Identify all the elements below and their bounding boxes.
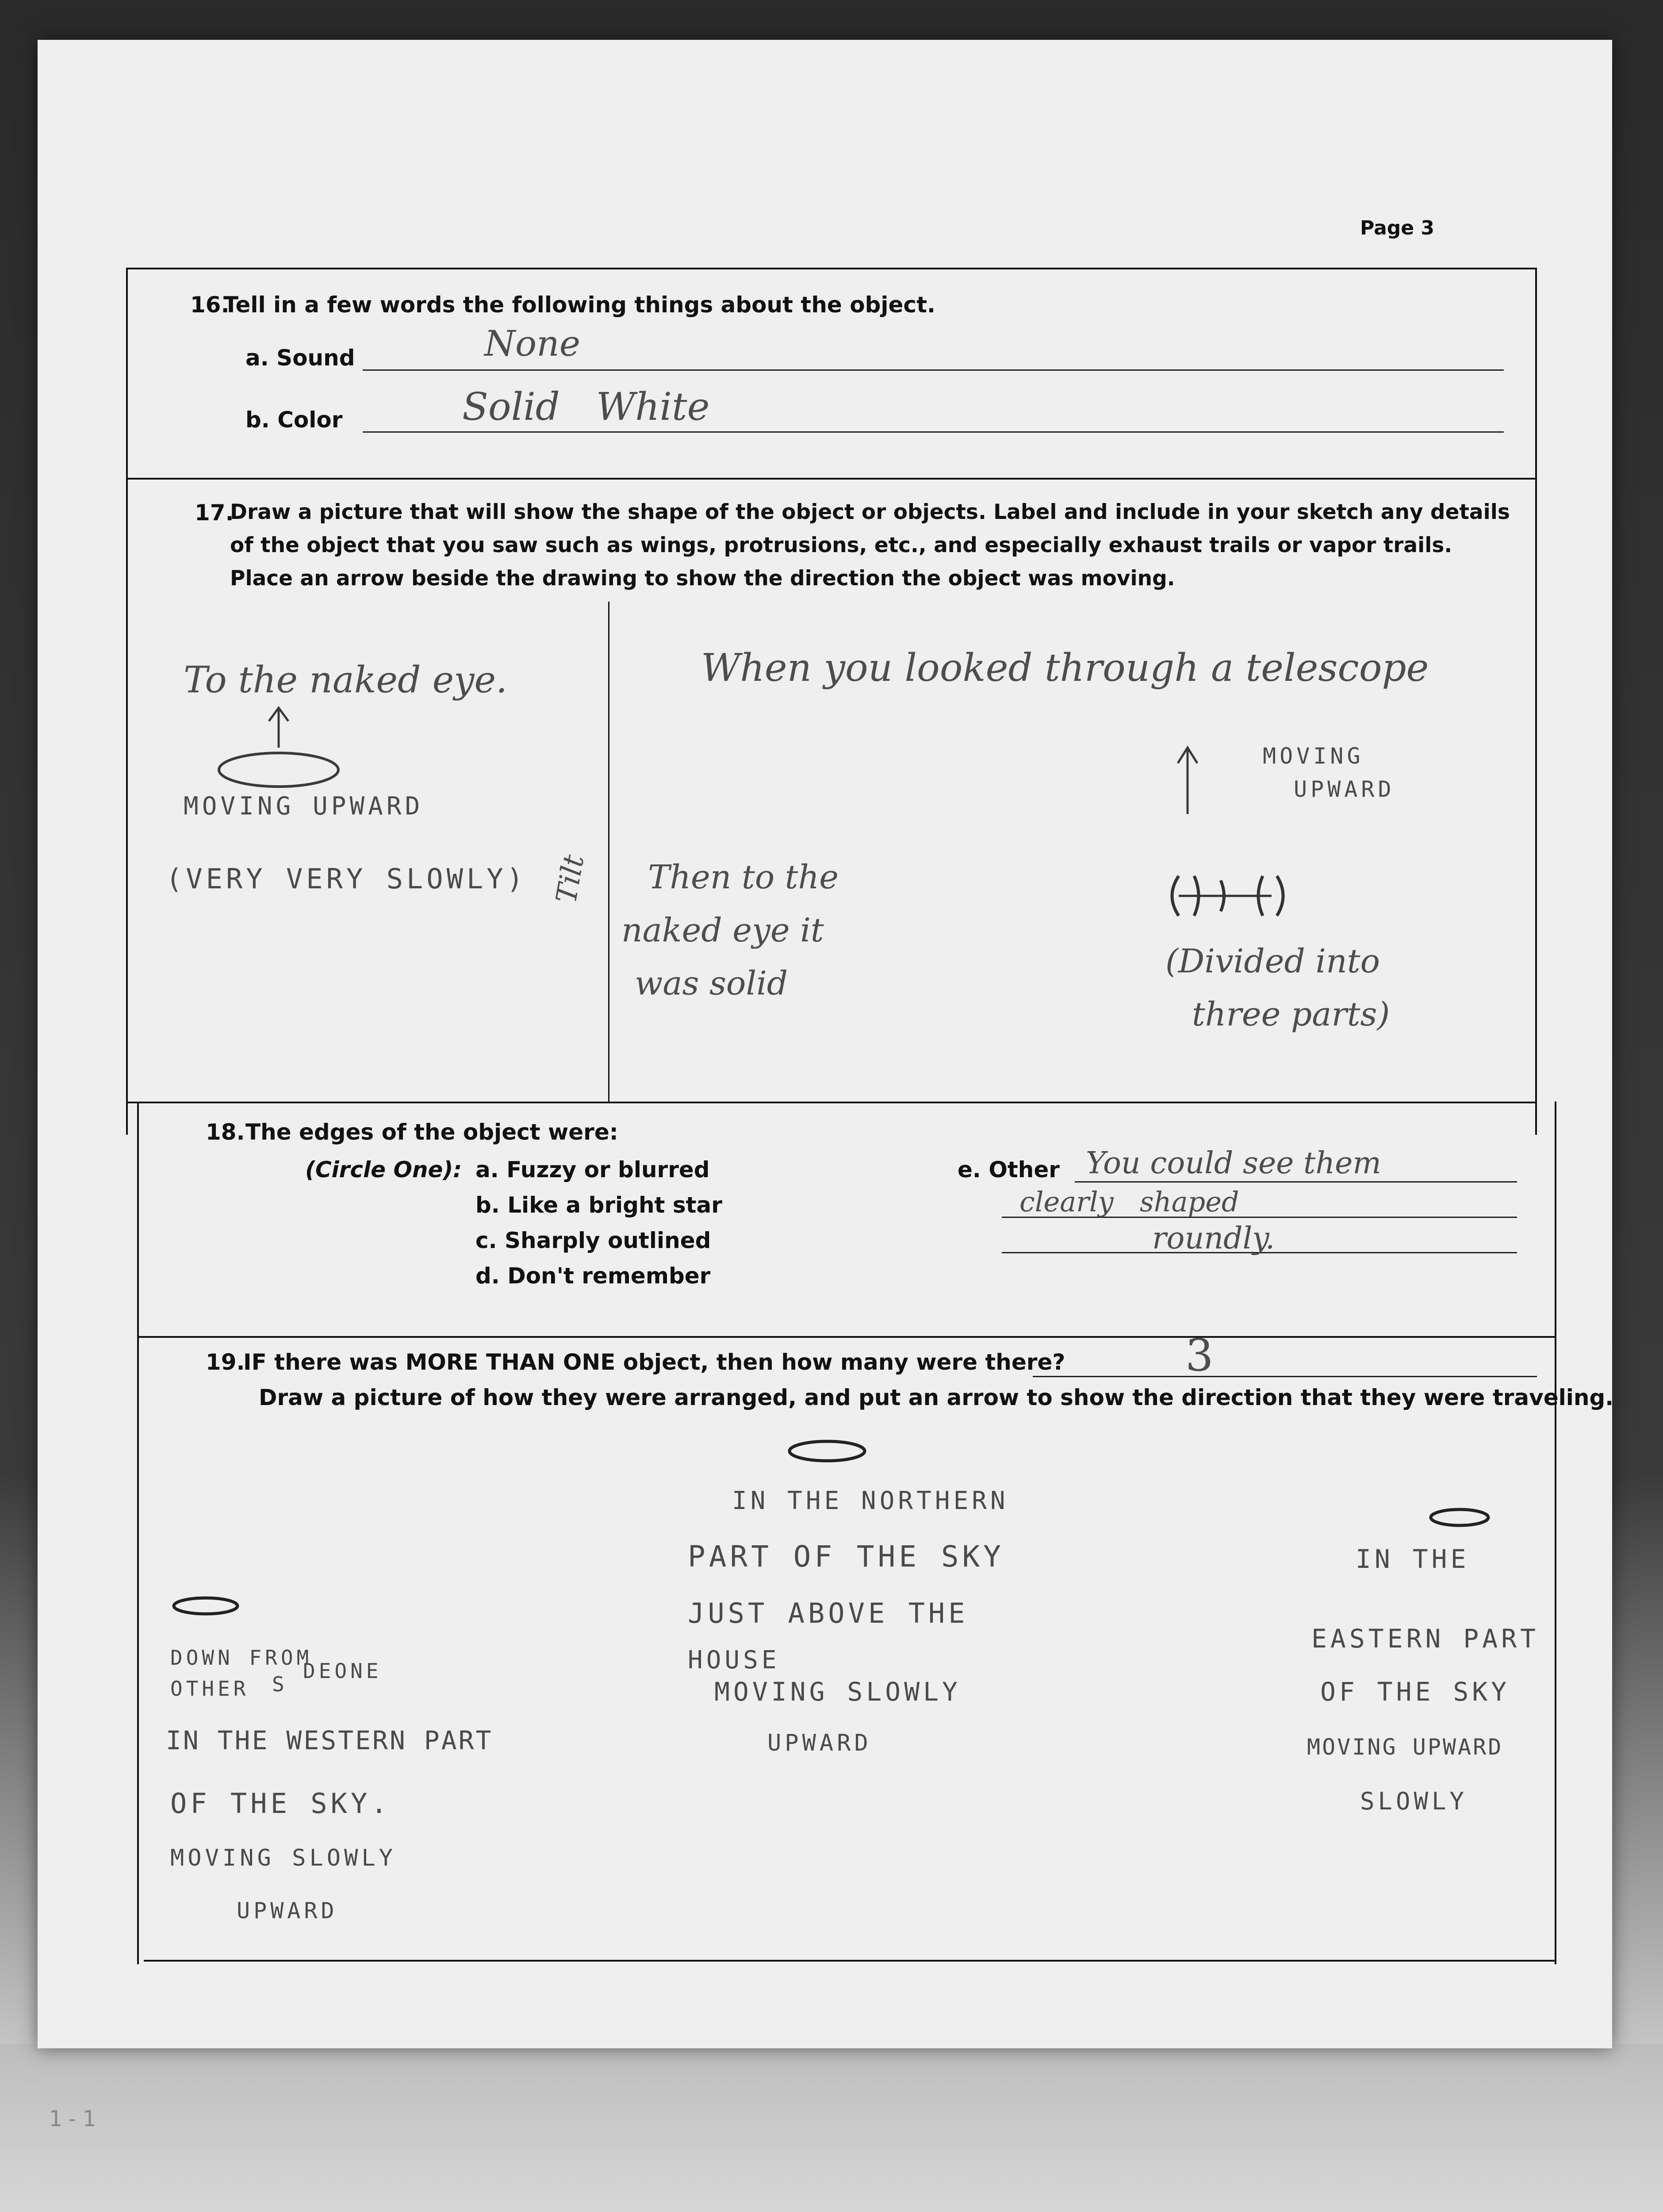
q19-center-object bbox=[785, 1433, 874, 1469]
form-top-border bbox=[126, 268, 1537, 269]
q18-circle-one: (Circle One): bbox=[305, 1157, 462, 1183]
q19-line2: Draw a picture of how they were arranged, and put an arrow to show the direction that they were traveling. bbox=[259, 1385, 1614, 1410]
section-divider-17-18 bbox=[126, 1102, 1537, 1103]
q16-number: 16. bbox=[190, 292, 230, 318]
q17-right-note-2: naked eye it bbox=[621, 911, 824, 949]
q17-left-moving: MOVING UPWARD bbox=[184, 792, 424, 821]
q18-option-a: a. Fuzzy or blurred bbox=[475, 1157, 710, 1183]
q17-right-divided-1: (Divided into bbox=[1165, 942, 1380, 980]
form-page bbox=[38, 40, 1612, 2048]
q16-color-line bbox=[363, 431, 1504, 433]
object-ellipse-icon bbox=[174, 1598, 238, 1614]
q19-left-line-4: DEONE bbox=[303, 1659, 382, 1683]
q18-option-c: c. Sharply outlined bbox=[475, 1228, 711, 1253]
q19-left-line-5: IN THE WESTERN PART bbox=[166, 1725, 493, 1755]
q19-center-line-6: UPWARD bbox=[767, 1730, 872, 1756]
q19-number: 19. bbox=[206, 1349, 245, 1375]
q18-other-answer-2: clearly shaped bbox=[1019, 1186, 1239, 1218]
q18-other-answer-3: roundly. bbox=[1152, 1221, 1275, 1256]
object-ellipse-icon bbox=[219, 753, 338, 787]
telescope-part-left-icon bbox=[1172, 876, 1179, 916]
form-right-border-upper bbox=[1535, 268, 1537, 1135]
q16-question: Tell in a few words the following things about the object. bbox=[223, 292, 935, 318]
form-right-border-lower bbox=[1555, 1102, 1556, 1964]
q17-left-speed: (VERY VERY SLOWLY) bbox=[166, 863, 527, 895]
page-label: Page 3 bbox=[1360, 217, 1435, 239]
q19-left-line-1: DOWN FROM bbox=[170, 1646, 313, 1670]
q19-center-line-1: IN THE NORTHERN bbox=[732, 1486, 1009, 1515]
q17-right-moving-1: MOVING bbox=[1263, 743, 1364, 769]
margin-marks: 1-1 bbox=[49, 2106, 100, 2131]
q18-number: 18. bbox=[206, 1119, 245, 1145]
q16-sound-line bbox=[363, 369, 1504, 371]
q18-other-line-1 bbox=[1075, 1181, 1517, 1183]
q19-right-object bbox=[1426, 1504, 1497, 1531]
q19-left-line-2: OTHER bbox=[170, 1677, 249, 1701]
q17-right-title: When you looked through a telescope bbox=[701, 646, 1429, 690]
section-divider-16-17 bbox=[126, 478, 1537, 480]
q18-other-answer-1: You could see them bbox=[1086, 1146, 1381, 1181]
q17-column-divider bbox=[608, 602, 609, 1102]
object-ellipse-icon bbox=[789, 1441, 865, 1461]
q17-right-moving-2: UPWARD bbox=[1294, 776, 1395, 802]
q19-center-line-2: PART OF THE SKY bbox=[688, 1540, 1005, 1574]
q19-left-line-6: OF THE SKY. bbox=[170, 1787, 391, 1820]
q19-left-line-3: S bbox=[272, 1672, 288, 1696]
q19-right-line-5: SLOWLY bbox=[1360, 1787, 1468, 1815]
q19-question: IF there was MORE THAN ONE object, then how many were there? bbox=[243, 1349, 1065, 1375]
q18-option-b: b. Like a bright star bbox=[475, 1192, 722, 1218]
q19-right-line-3: OF THE SKY bbox=[1320, 1677, 1510, 1707]
q17-line1: Draw a picture that will show the shape of the object or objects. Label and include in your sketch any details bbox=[230, 500, 1510, 524]
q19-right-line-2: EASTERN PART bbox=[1311, 1624, 1540, 1654]
q17-left-side-note: Tilt bbox=[550, 852, 591, 906]
q17-line3: Place an arrow beside the drawing to show the direction the object was moving. bbox=[230, 566, 1175, 591]
q19-left-line-8: UPWARD bbox=[237, 1898, 338, 1924]
q16-color-answer: Solid White bbox=[462, 385, 710, 429]
q19-center-line-5: MOVING SLOWLY bbox=[714, 1677, 961, 1707]
object-ellipse-icon bbox=[1431, 1509, 1488, 1525]
q19-count-line bbox=[1033, 1376, 1537, 1377]
form-bottom-border bbox=[144, 1960, 1555, 1962]
q17-left-sketch bbox=[210, 699, 352, 805]
q17-right-note-1: Then to the bbox=[648, 858, 839, 896]
q16-sound-label: a. Sound bbox=[245, 345, 355, 371]
q18-option-d: d. Don't remember bbox=[475, 1263, 711, 1289]
q17-line2: of the object that you saw such as wings, protrusions, etc., and especially exhaust trails or vapor trails. bbox=[230, 533, 1452, 557]
q19-left-object bbox=[170, 1593, 245, 1619]
form-left-border-lower bbox=[137, 1102, 139, 1964]
form-left-border-upper bbox=[126, 268, 128, 1135]
q17-number: 17. bbox=[195, 500, 234, 526]
q19-left-line-7: MOVING SLOWLY bbox=[170, 1845, 396, 1871]
q17-left-title: To the naked eye. bbox=[184, 659, 508, 701]
q17-right-note-3: was solid bbox=[635, 964, 788, 1002]
q16-sound-answer: None bbox=[484, 323, 581, 364]
q19-center-line-3: JUST ABOVE THE bbox=[688, 1597, 969, 1629]
q17-right-divided-2: three parts) bbox=[1192, 995, 1390, 1033]
q18-question: The edges of the object were: bbox=[245, 1119, 618, 1145]
section-divider-18-19 bbox=[137, 1336, 1555, 1338]
q19-right-line-4: MOVING UPWARD bbox=[1307, 1734, 1503, 1760]
q19-center-line-4: HOUSE bbox=[688, 1646, 780, 1674]
q16-color-label: b. Color bbox=[245, 407, 343, 433]
q17-right-sketch bbox=[1161, 743, 1347, 938]
q19-right-line-1: IN THE bbox=[1356, 1544, 1470, 1574]
q19-count: 3 bbox=[1185, 1329, 1214, 1381]
q18-other-label: e. Other bbox=[958, 1157, 1060, 1183]
scan-lower-background bbox=[0, 2044, 1663, 2212]
